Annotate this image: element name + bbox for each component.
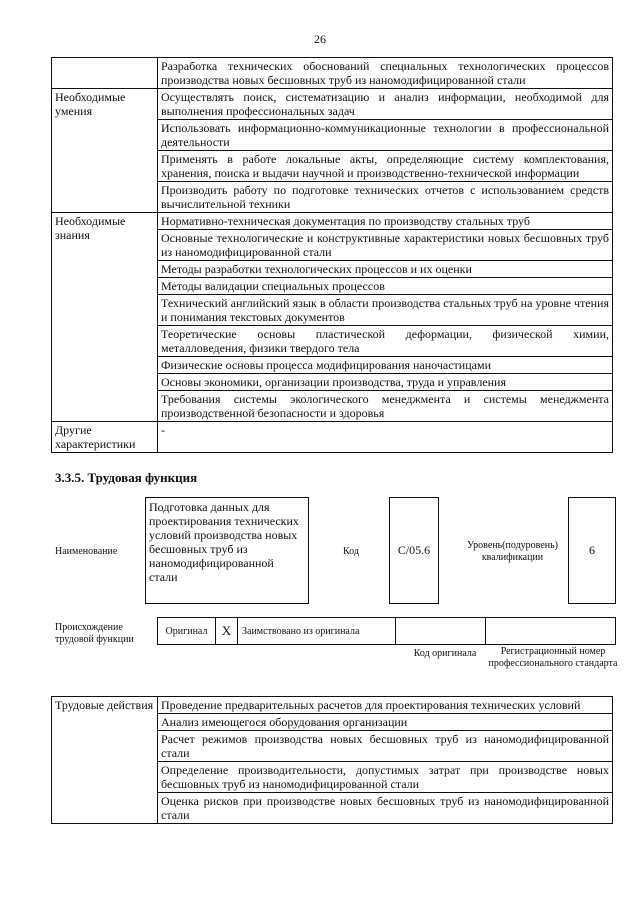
row-content: Анализ имеющегося оборудования организации: [158, 714, 613, 731]
row-content: Физические основы процесса модифицирования наночастицами: [158, 357, 613, 374]
origin-row: [157, 617, 616, 645]
row-content: -: [158, 422, 613, 453]
row-content: Основные технологические и конструктивные характеристики новых бесшовных труб из наномодифицированной стали: [158, 230, 613, 261]
table-row: [52, 697, 613, 714]
reg-number-label: Регистрационный номер профессионального стандарта: [488, 646, 618, 669]
row-content: Методы разработки технологических процессов и их оценки: [158, 261, 613, 278]
code-original-label: Код оригинала: [413, 648, 477, 659]
origin-label: Происхождение трудовой функции: [55, 622, 134, 645]
section-heading: 3.3.5. Трудовая функция: [55, 470, 198, 485]
row-content: Технический английский язык в области производства стальных труб на уровне чтения и понимания текстовых документов: [158, 295, 613, 326]
row-content: Требования системы экологического менеджмента и системы менеджмента производственной безопасности и здоровья: [158, 391, 613, 422]
origin-borrowed-cell: Заимствовано из оригинала: [238, 618, 396, 644]
row-content: Нормативно-техническая документация по производству стальных труб: [158, 213, 613, 230]
reg-number-cell: [486, 618, 615, 644]
row-content: Разработка технических обоснований специальных технологических процессов производства новых бесшовных труб из наномодифицированной стали: [158, 58, 613, 89]
row-label: [52, 58, 158, 89]
row-content: Теоретические основы пластической деформации, физической химии, металловедения, физики твердого тела: [158, 326, 613, 357]
row-content: Оценка рисков при производстве новых бесшовных труб из наномодифицированной стали: [158, 793, 613, 824]
row-content: Основы экономики, организации производства, труда и управления: [158, 374, 613, 391]
row-content: Методы валидации специальных процессов: [158, 278, 613, 295]
row-label-knowledge: Необходимые знания: [52, 213, 158, 422]
row-label-actions: Трудовые действия: [52, 697, 158, 824]
table-row: [52, 89, 613, 120]
row-content: Производить работу по подготовке технических отчетов с использованием средств вычислительной техники: [158, 182, 613, 213]
skills-knowledge-table: [51, 57, 613, 453]
row-label-other: Другие характеристики: [52, 422, 158, 453]
level-label: Уровень(подуровень) квалификации: [466, 540, 559, 563]
row-label-skills: Необходимые умения: [52, 89, 158, 213]
row-content: Применять в работе локальные акты, определяющие систему комплектования, хранения, поиска и выдачи научной и производственно-технической информации: [158, 151, 613, 182]
table-row: [52, 213, 613, 230]
origin-mark-cell: X: [216, 618, 238, 644]
table-row: [52, 58, 613, 89]
level-box: 6: [568, 497, 616, 604]
function-name-box: Подготовка данных для проектирования технических условий производства новых бесшовных труб из наномодифицированной стали: [145, 497, 309, 604]
row-content: Использовать информационно-коммуникационные технологии в профессиональной деятельности: [158, 120, 613, 151]
name-label: Наименование: [55, 546, 118, 557]
row-content: Расчет режимов производства новых бесшовных труб из наномодифицированной стали: [158, 731, 613, 762]
page-number: 26: [314, 32, 326, 46]
row-content: Проведение предварительных расчетов для проектирования технических условий: [158, 697, 613, 714]
row-content: Осуществлять поиск, систематизацию и анализ информации, необходимой для выполнения профессиональных задач: [158, 89, 613, 120]
table-row: [52, 422, 613, 453]
row-content: Определение производительности, допустимых затрат при производстве новых бесшовных труб из наномодифицированной стали: [158, 762, 613, 793]
origin-original-cell: Оригинал: [158, 618, 216, 644]
code-label: Код: [343, 546, 359, 557]
labor-actions-table: [51, 696, 613, 824]
code-box: С/05.6: [389, 497, 439, 604]
code-original-cell: [396, 618, 486, 644]
